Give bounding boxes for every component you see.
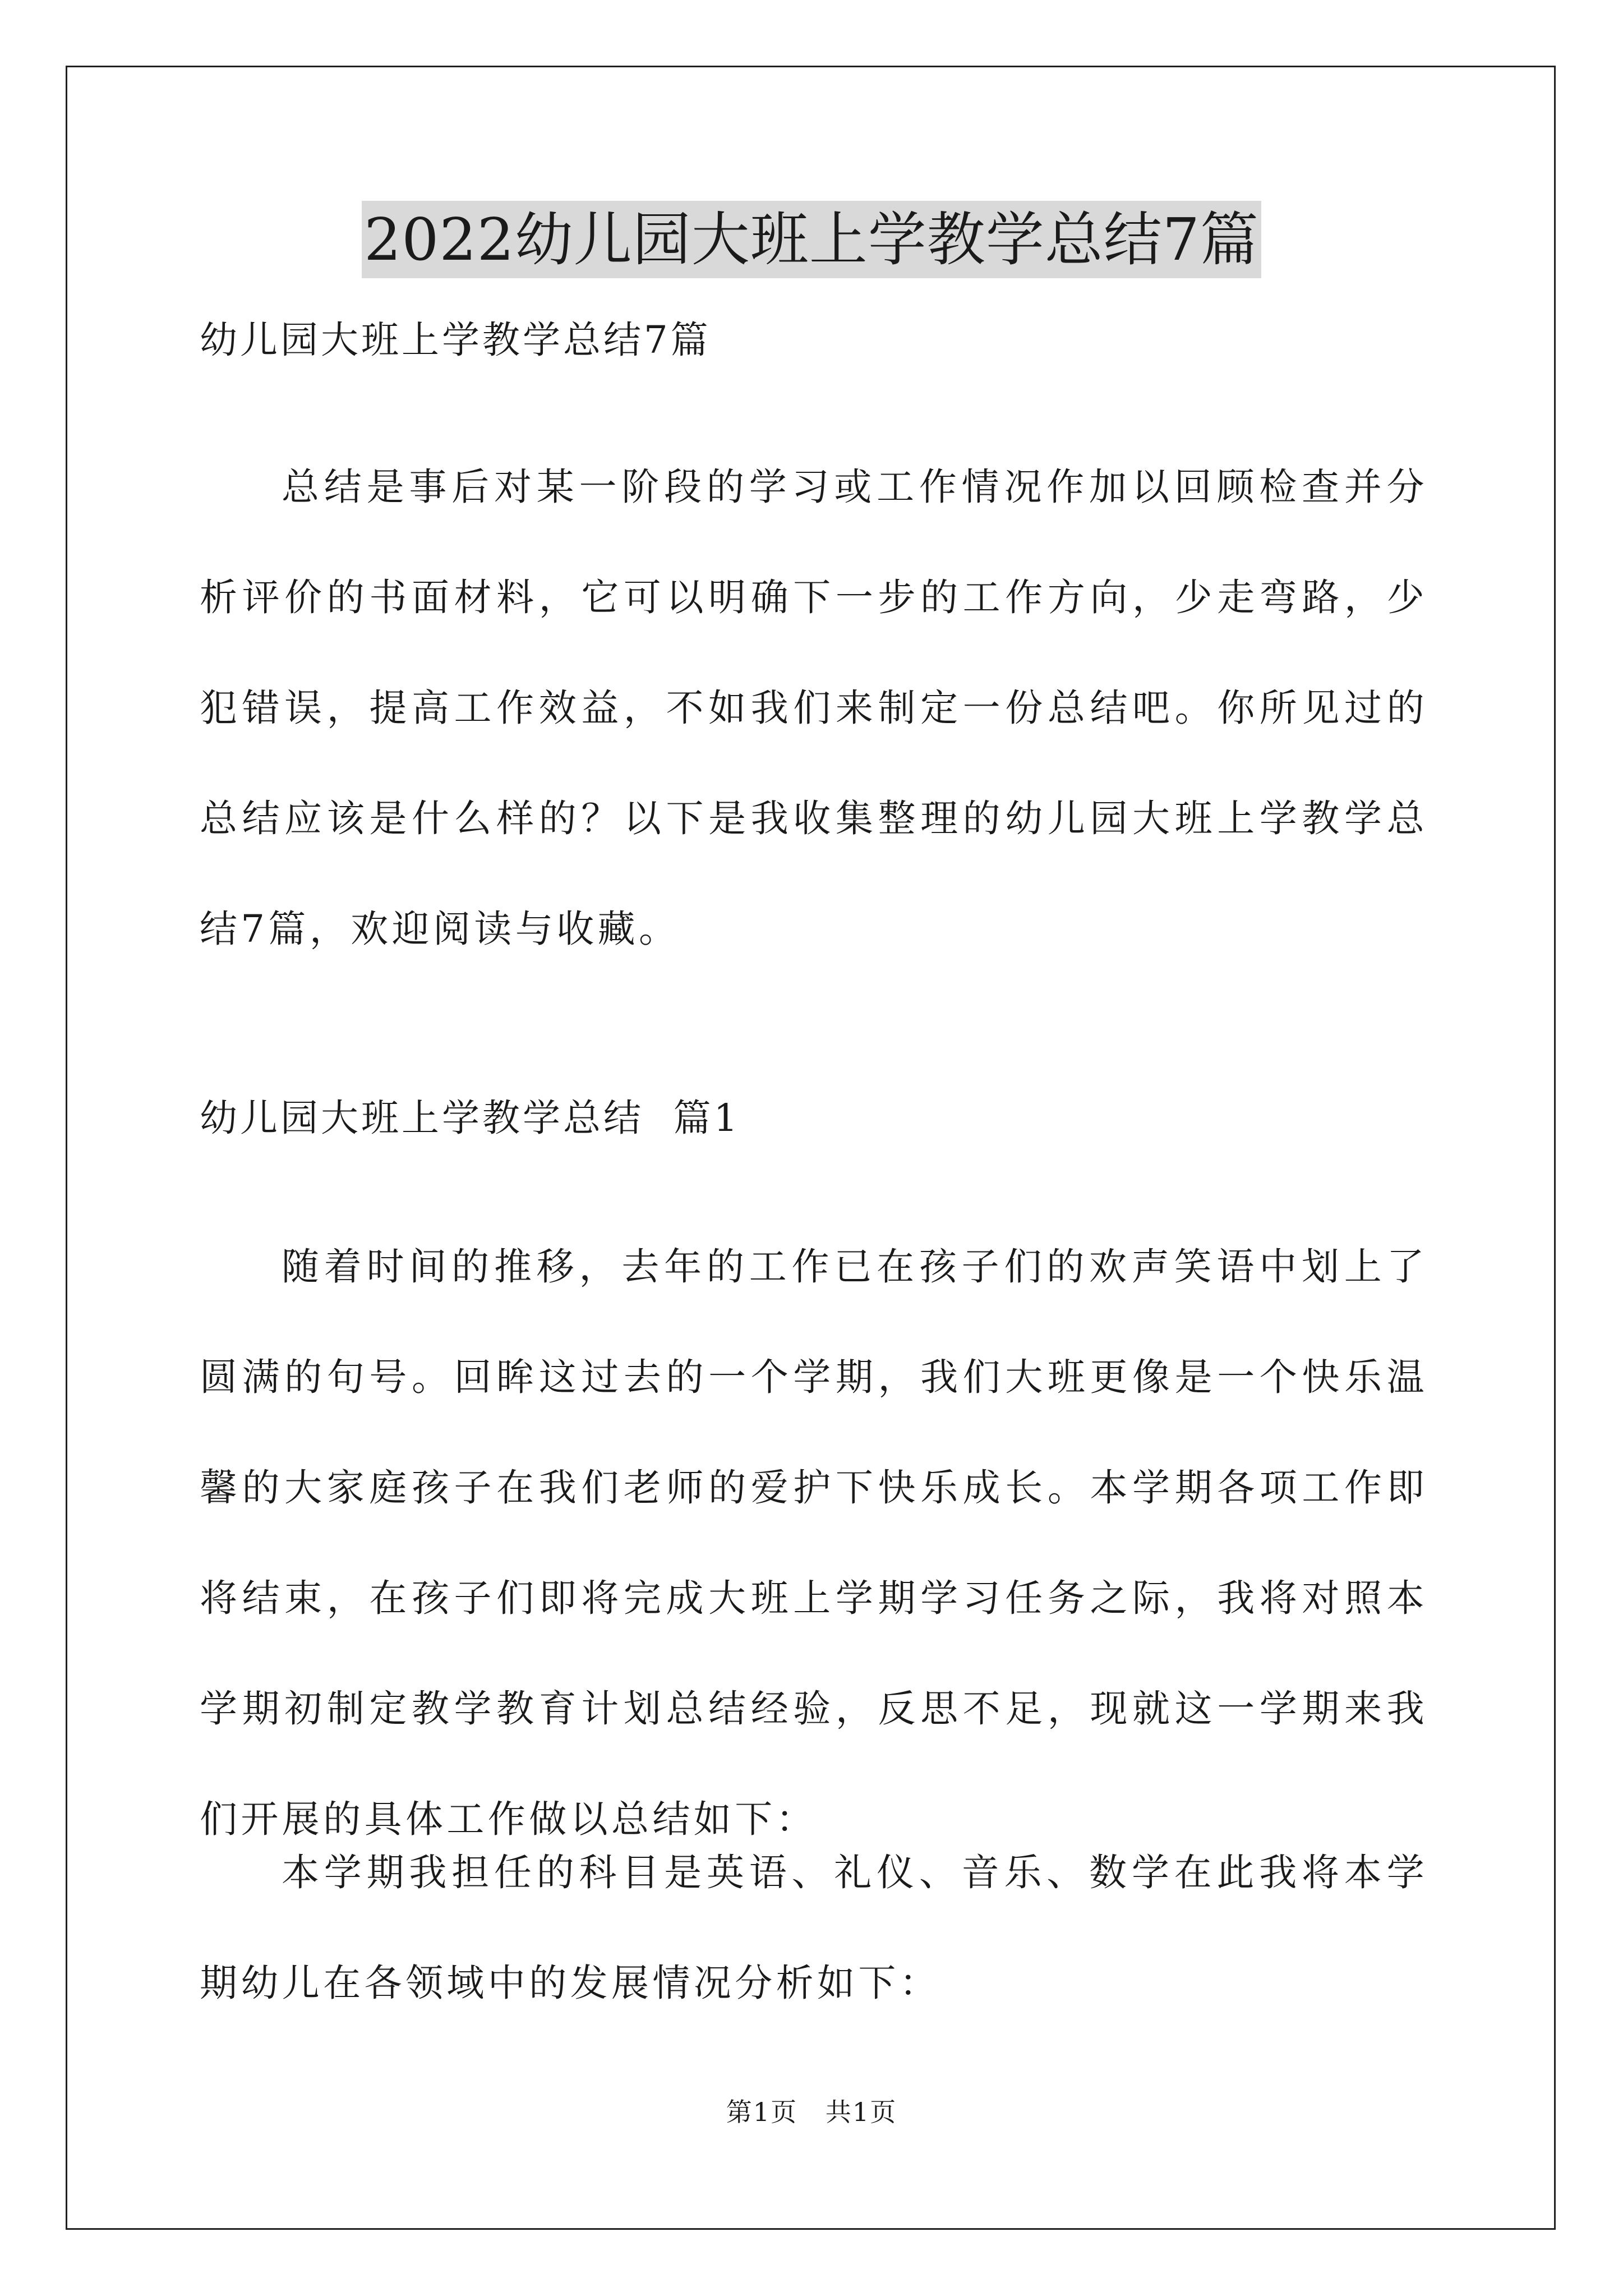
- section-paragraph-2: 本学期我担任的科目是英语、礼仪、音乐、数学在此我将本学期幼儿在各领域中的发展情况分析如下：: [200, 1851, 1428, 2005]
- intro-paragraph: 总结是事后对某一阶段的学习或工作情况作加以回顾检查并分析评价的书面材料，它可以明确下一步的工作方向，少走弯路，少犯错误，提高工作效益，不如我们来制定一份总结吧。你所见过的总结应该是什么样的？以下是我收集整理的幼儿园大班上学教学总结7篇，欢迎阅读与收藏。: [200, 465, 1428, 951]
- document-title: 2022幼儿园大班上学教学总结7篇: [362, 201, 1261, 278]
- section-heading: 幼儿园大班上学教学总结 篇1: [200, 1096, 741, 1140]
- section-paragraph-1: 随着时间的推移，去年的工作已在孩子们的欢声笑语中划上了圆满的句号。回眸这过去的一个学期，我们大班更像是一个快乐温馨的大家庭孩子在我们老师的爱护下快乐成长。本学期各项工作即将结束，在孩子们即将完成大班上学期学习任务之际，我将对照本学期初制定教学教育计划总结经验，反思不足，现就这一学期来我们开展的具体工作做以总结如下：: [200, 1245, 1428, 1841]
- title-container: [0, 201, 1623, 278]
- page-footer: 第1页 共1页: [726, 2097, 897, 2127]
- document-subtitle: 幼儿园大班上学教学总结7篇: [200, 318, 711, 362]
